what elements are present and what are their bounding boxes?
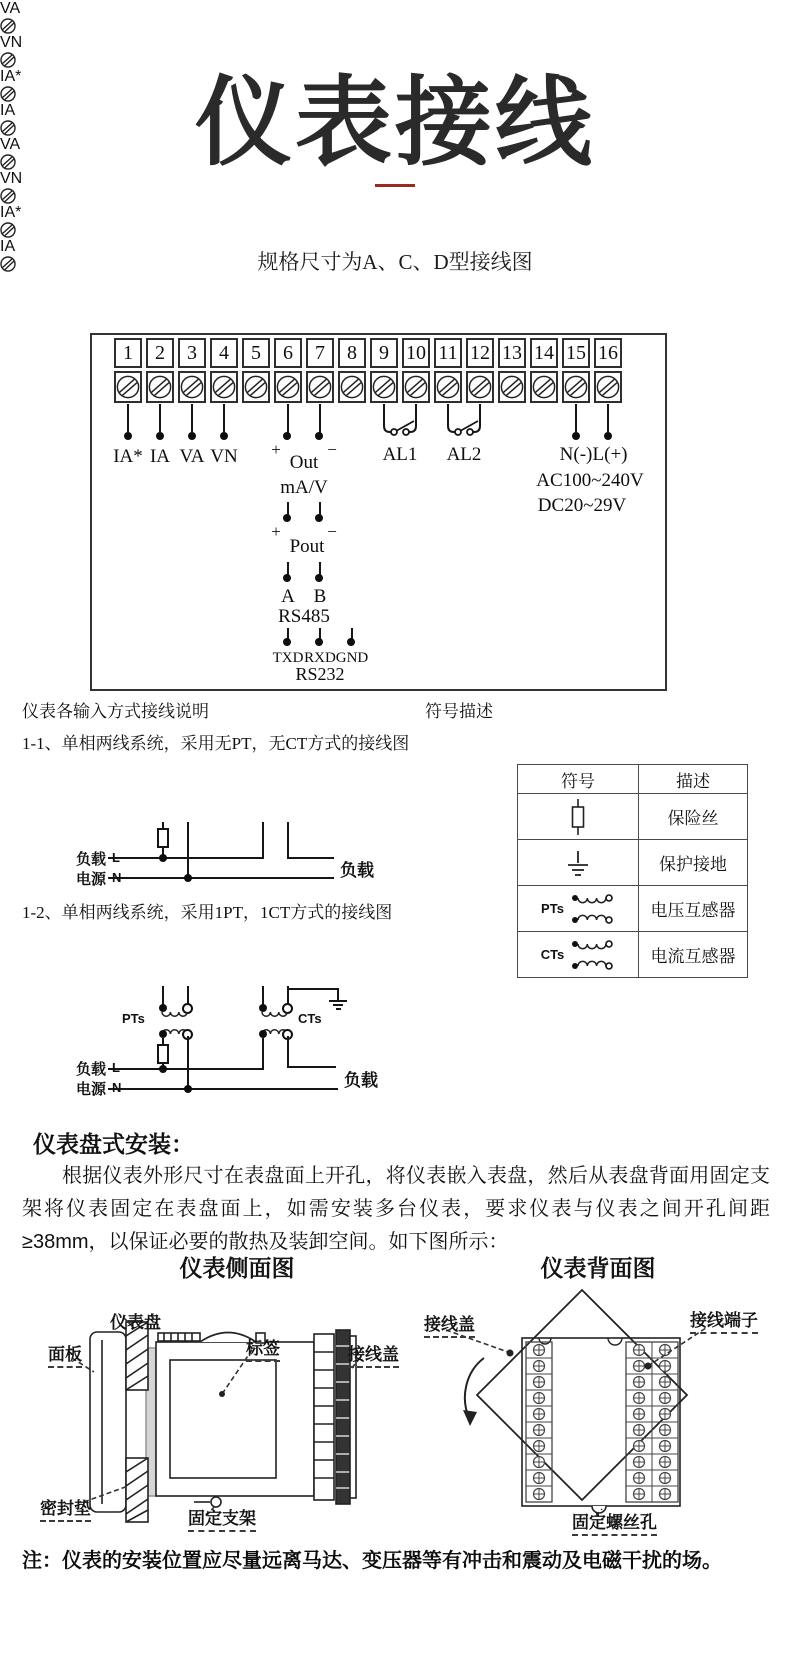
screw-icon	[338, 371, 366, 403]
screw-icon	[370, 371, 398, 403]
junction-dot	[159, 854, 167, 862]
mini-terminal-label: VN	[0, 34, 23, 51]
label-load-right: 负载	[340, 861, 374, 880]
earth-symbol-cell	[518, 840, 639, 886]
desc-col-header: 描述	[639, 765, 748, 794]
relay-contact-al2-icon	[444, 404, 484, 438]
screw-icon	[594, 371, 622, 403]
label-l: L	[112, 850, 120, 865]
terminal-number: 16	[594, 338, 622, 368]
terminal-12	[466, 338, 494, 403]
terminal-9	[370, 338, 398, 403]
junction-dot	[184, 874, 192, 882]
mini-terminal-label: VA	[0, 136, 21, 153]
mini-terminal-ia-star	[0, 204, 790, 238]
terminal-1	[114, 338, 142, 403]
label-l: L	[112, 1060, 120, 1075]
label-out-minus: −	[327, 440, 337, 459]
table-row	[518, 794, 748, 840]
wire	[287, 1036, 289, 1068]
label-ia: IA	[149, 446, 171, 467]
terminal-13	[498, 338, 526, 403]
terminal-3	[178, 338, 206, 403]
wire	[127, 404, 129, 434]
label-pout: Pout	[289, 536, 325, 557]
ct-symbol-label: CTs	[540, 947, 565, 962]
screw-icon	[498, 371, 526, 403]
label-load-left: 负载	[76, 851, 107, 868]
pt-symbol-cell	[518, 886, 639, 932]
label-neutral: N(-)	[559, 444, 593, 465]
terminal-number: 11	[434, 338, 462, 368]
fuse-desc: 保险丝	[639, 794, 748, 840]
screw-icon	[114, 371, 142, 403]
terminal-number: 7	[306, 338, 334, 368]
junction-dot	[156, 432, 164, 440]
terminal-number: 13	[498, 338, 526, 368]
terminal-number: 5	[242, 338, 270, 368]
label-rs485-a: A	[281, 586, 295, 607]
terminal-14	[530, 338, 558, 403]
diagram1-caption: 1-1、单相两线系统，采用无PT，无CT方式的接线图	[22, 734, 410, 753]
terminal-number: 14	[530, 338, 558, 368]
ct-desc: 电流互感器	[639, 932, 748, 978]
terminal-number: 2	[146, 338, 174, 368]
terminal-number: 9	[370, 338, 398, 368]
terminal-2	[146, 338, 174, 403]
label-n: N	[112, 1080, 122, 1095]
wire	[607, 404, 609, 434]
label-rs485-b: B	[313, 586, 327, 607]
mini-terminal-label: IA	[0, 238, 16, 255]
wire	[187, 986, 189, 1004]
label-line: L(+)	[592, 444, 628, 465]
symbol-col-header: 符号	[518, 765, 639, 794]
label-load-left: 负载	[76, 1061, 107, 1078]
mini-terminal-label: VN	[0, 170, 23, 187]
transformer-icon	[569, 892, 615, 926]
terminal-7	[306, 338, 334, 403]
screw-icon	[466, 371, 494, 403]
install-note: 注：仪表的安装位置应尽量远离马达、变压器等有冲击和震动及电磁干扰的场。	[22, 1550, 722, 1572]
terminal-5	[242, 338, 270, 403]
wire	[262, 822, 264, 859]
symbol-table	[517, 764, 748, 978]
junction-dot	[315, 638, 323, 646]
wire	[191, 404, 193, 434]
label-screw-hole: 固定螺丝孔	[572, 1508, 657, 1536]
label-bracket: 固定支架	[188, 1504, 256, 1532]
screw-icon	[0, 188, 790, 204]
line-n	[108, 1088, 338, 1090]
junction-dot	[220, 432, 228, 440]
pt-symbol-label: PTs	[541, 901, 564, 916]
label-gasket: 密封垫	[40, 1494, 91, 1522]
label-ia-star: IA*	[113, 446, 143, 467]
terminal-strip	[114, 338, 626, 403]
wire	[287, 988, 339, 990]
terminal-16	[594, 338, 622, 403]
label-pout-minus: −	[327, 522, 337, 541]
transformer-icon	[569, 938, 615, 972]
wire	[162, 986, 164, 1006]
screw-icon	[0, 222, 790, 238]
label-dc-range: DC20~29V	[537, 495, 627, 516]
mini-terminal-label: VA	[0, 0, 21, 17]
earth-icon	[329, 1000, 347, 1002]
junction-dot	[572, 432, 580, 440]
label-vn: VN	[210, 446, 238, 467]
terminal-number: 12	[466, 338, 494, 368]
input-wiring-heading: 仪表各输入方式接线说明	[22, 702, 209, 721]
label-out: Out	[289, 452, 319, 473]
terminal-8	[338, 338, 366, 403]
pt-desc: 电压互感器	[639, 886, 748, 932]
wire	[223, 404, 225, 434]
label-source: 电源	[76, 1081, 107, 1098]
fuse-icon	[519, 799, 637, 835]
side-view-title: 仪表侧面图	[179, 1256, 295, 1281]
junction-dot	[283, 638, 291, 646]
wire	[262, 1038, 264, 1070]
relay-contact-al1-icon	[380, 404, 420, 438]
terminal-number: 4	[210, 338, 238, 368]
wire	[262, 986, 264, 1006]
terminal-number: 8	[338, 338, 366, 368]
terminal-number: 3	[178, 338, 206, 368]
wire	[337, 988, 339, 1000]
line-l	[108, 1068, 264, 1070]
junction-dot	[184, 1085, 192, 1093]
junction-dot	[347, 638, 355, 646]
mini-terminal-label: IA	[0, 102, 16, 119]
table-row	[518, 840, 748, 886]
screw-icon	[146, 371, 174, 403]
title-accent-rule	[375, 184, 415, 187]
junction-dot	[159, 1030, 167, 1038]
screw-icon	[306, 371, 334, 403]
junction-dot	[604, 432, 612, 440]
label-side-cover: 接线盖	[348, 1340, 399, 1368]
fuse-symbol-cell	[518, 794, 639, 840]
label-out-plus: +	[271, 440, 281, 459]
wire	[287, 857, 334, 859]
table-row	[518, 932, 748, 978]
earth-icon	[336, 1008, 341, 1010]
junction-dot	[315, 432, 323, 440]
diagram2-caption: 1-2、单相两线系统，采用1PT，1CT方式的接线图	[22, 903, 393, 922]
install-heading: 仪表盘式安装：	[33, 1131, 194, 1157]
line-l	[108, 857, 264, 859]
label-pts: PTs	[122, 1011, 145, 1026]
label-rs485: RS485	[278, 606, 330, 627]
mini-terminal-va	[0, 0, 790, 34]
label-rxd: RXD	[304, 650, 336, 666]
wire	[575, 404, 577, 434]
screw-icon	[274, 371, 302, 403]
label-panel: 仪表盘	[110, 1313, 161, 1332]
label-va: VA	[179, 446, 205, 467]
label-back-cover: 接线盖	[424, 1310, 475, 1338]
junction-dot	[259, 1030, 267, 1038]
terminal-number: 6	[274, 338, 302, 368]
label-tag: 标签	[246, 1334, 280, 1362]
screw-icon	[402, 371, 430, 403]
earth-icon	[333, 1004, 343, 1006]
screw-icon	[242, 371, 270, 403]
earth-desc: 保护接地	[639, 840, 748, 886]
junction-dot	[283, 514, 291, 522]
install-body: 根据仪表外形尺寸在表盘面上开孔，将仪表嵌入表盘，然后从表盘背面用固定支架将仪表固定在表盘面上，如需安装多台仪表，要求仪表与仪表之间开孔间距≥38mm，以保证必要的散热及装卸空间。如下图所示：	[22, 1165, 770, 1253]
label-pout-plus: +	[271, 522, 281, 541]
terminal-number: 15	[562, 338, 590, 368]
junction-dot	[315, 574, 323, 582]
page-title: 仪表接线	[195, 68, 595, 177]
label-ac-range: AC100~240V	[536, 470, 644, 491]
junction-dot	[315, 514, 323, 522]
label-al1: AL1	[382, 444, 418, 465]
junction-dot	[283, 432, 291, 440]
mini-terminal-label: IA*	[0, 68, 22, 85]
label-al2: AL2	[446, 444, 482, 465]
terminal-number: 10	[402, 338, 430, 368]
page-subtitle: 规格尺寸为A、C、D型接线图	[257, 250, 533, 274]
terminal-11	[434, 338, 462, 403]
wire	[287, 404, 289, 434]
junction-dot	[283, 574, 291, 582]
label-terminal-block: 接线端子	[690, 1306, 758, 1334]
screw-icon	[210, 371, 238, 403]
label-gnd: GND	[335, 650, 369, 666]
terminal-number: 1	[114, 338, 142, 368]
label-n: N	[112, 870, 122, 885]
junction-dot	[188, 432, 196, 440]
protective-earth-icon	[519, 849, 637, 877]
wire	[187, 822, 189, 879]
screw-icon	[530, 371, 558, 403]
wire	[159, 404, 161, 434]
junction-dot	[159, 1065, 167, 1073]
terminal-10	[402, 338, 430, 403]
wire	[319, 404, 321, 434]
symbol-table-heading: 符号描述	[425, 702, 493, 721]
label-load-right: 负载	[344, 1071, 378, 1090]
terminal-6	[274, 338, 302, 403]
screw-icon	[562, 371, 590, 403]
label-txd: TXD	[272, 650, 304, 666]
label-faceplate: 面板	[48, 1340, 82, 1368]
junction-dot	[124, 432, 132, 440]
label-rs232: RS232	[295, 664, 345, 684]
fuse-icon	[157, 828, 169, 848]
wire	[287, 822, 289, 859]
back-view-title: 仪表背面图	[540, 1256, 656, 1281]
wire	[287, 1066, 336, 1068]
table-row	[518, 886, 748, 932]
label-cts: CTs	[298, 1011, 322, 1026]
label-source: 电源	[76, 871, 107, 888]
screw-icon	[178, 371, 206, 403]
mini-terminal-label: IA*	[0, 204, 22, 221]
label-mav: mA/V	[280, 477, 328, 498]
wire	[187, 1036, 189, 1092]
line-n	[108, 877, 334, 879]
screw-icon	[434, 371, 462, 403]
fuse-icon	[157, 1044, 169, 1064]
terminal-15	[562, 338, 590, 403]
ct-symbol-cell	[518, 932, 639, 978]
screw-icon	[0, 18, 790, 34]
terminal-4	[210, 338, 238, 403]
